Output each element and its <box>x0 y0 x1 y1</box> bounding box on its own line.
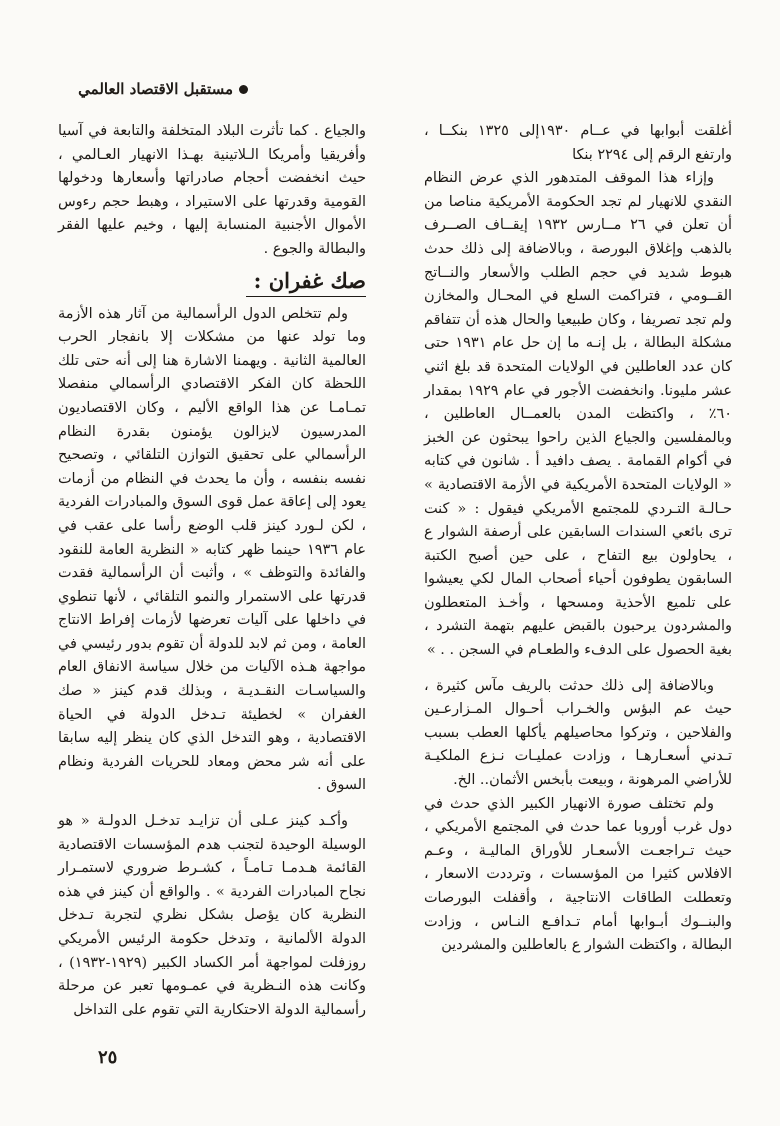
paragraph: ولم تختلف صورة الانهيار الكبير الذي حدث في دول غرب أوروبا عما حدث في المجتمع الأمريكي ، حيث تـراجعـت الأسعـار للأوراق الماليـة ، وعـم الافلاس كثيرا من المؤسسات ، وترددت الاسعار ، وتعطلت الطاقات الانتاجية ، وأقفلت البورصات والبنــوك أبـوابها أمام تـدافـع النـاس ، وزادت البطالة ، واكتظت الشوار ع بالعاطلين والمشردين <box>424 795 732 954</box>
left-column <box>58 120 366 1022</box>
paragraph-gap <box>58 798 366 810</box>
paragraph: وأكـد كينز عـلى أن تزايـد تدخـل الدولـة « هو الوسيلة الوحيدة لتجنب هدم المؤسسات الاقتصادية القائمة هـدمـا تـامـاً ، كشـرط ضروري لاستمـرار نجاح المبادرات الفردية » . والواقع أن كينز في هذه النظرية كان يؤصل بشكل نظري لتجربة تـدخل الدولة الألمانية ، وتدخل حكومة الرئيس الأمريكي روزفلت لمواجهة أمر الكساد الكبير (١٩٢٩-١٩٣٢) ، وكانت هذه النـظرية في عمـومها تعبر عن مرحلة رأسمالية الدولة الاحتكارية التي تقوم على التداخل <box>58 813 366 1018</box>
paragraph: والجياع . كما تأثرت البلاد المتخلفة والتابعة في آسيا وأفريقيا وأمريكا الـلاتينية بهـذا الانهيار العـالمي ، حيث انخفضت أحجام صادراتها وأسعارها ودخولها القومية وقدرتها على الاستيراد ، وهبط حجم رءوس الأموال الأجنبية المنسابة إليها ، وخيم عليها الفقر والبطالة والجوع . <box>58 123 366 257</box>
right-column <box>424 120 732 958</box>
page-number: ٢٥ <box>98 1047 118 1068</box>
bullet-icon <box>239 85 248 94</box>
paragraph-gap <box>424 663 732 675</box>
paragraph: وإزاء هذا الموقف المتدهور الذي عرض النظام النقدي للانهيار لم تجد الحكومة الأمريكية مناصا من أن تعلن في ٢٦ مــارس ١٩٣٢ إيقــاف الصــرف بالذهب وإغلاق البورصة ، وبالاضافة إلى ذلك حدث هبوط شديد في حجم الطلب والأسعار والنــاتج القــومي ، فتراكمت السلع في المحـال والمخازن ولم تجد تصريفا ، وكان طبيعيا والحال هذه أن تتفاقم مشكلة البطالة ، بل إنـه ما إن حل عام ١٩٣١ حتى كان عدد العاطلين في الولايات المتحدة قد بلغ اثني عشر مليونا. وانخفضت الأجور في عام ١٩٢٩ بمقدار ٦٠٪ ، واكتظت المدن بالعمــال العاطلين ، وبالمفلسين والجياع الذين راحوا يبحثون عن الخبز في أكوام القمامة . يصف دافيد أ . شانون في كتابه « الولايات المتحدة الأمريكية في الأزمة الاقتصادية » حـالـة التـردي للمجتمع الأمريكي فيقول : « كنت ترى بائعي السندات السابقين على أرصفة الشوار ع ، يحاولون بيع التفاح ، على حين أصبح الكتبة السابقون يطوفون أحياء أصحاب المال لكي يعيشوا على تلميع الأحذية ومسحها ، وأخـذ المتعطلون والمشردون يرحبون بالقبض عليهم بتهمة التشرد ، بغية الحصول على الدفء والطعـام في السجن . . » <box>424 170 732 659</box>
header-title: مستقبل الاقتصاد العالمي <box>78 80 233 98</box>
paragraph: أغلقت أبوابها في عــام ١٩٣٠إلى ١٣٢٥ بنكــا ، وارتفع الرقم إلى ٢٢٩٤ بنكا <box>424 123 733 163</box>
running-header <box>38 80 248 98</box>
paragraph: وبالاضافة إلى ذلك حدثت بالريف مآس كثيرة ، حيث عم البؤس والخـراب أحـوال المـزارعـين والفلاحين ، وتركوا محاصيلهم يأكلها العطب بسبب تـدني أسعـارهـا ، وزادت عمليـات نـزع الملكيـة للأراضي المرهونة ، وبيعت بأبخس الأثمان.. الخ. <box>424 677 732 789</box>
section-subheading: صك غفران : <box>246 266 366 297</box>
paragraph: ولم تتخلص الدول الرأسمالية من آثار هذه الأزمة وما تولد عنها من مشكلات إلا بانفجار الحرب العالمية الثانية . ويهمنا الاشارة هنا إلى أنه حتى تلك اللحظة كان الفكر الاقتصادي الرأسمالي منفصلا تمـامـا عن هذا الواقع الأليم ، وكان الاقتصاديون المدرسيون لايزالون يؤمنون بقدرة النظام الرأسمالي على تحقيق التوازن التلقائي ، وتصحيح نفسه بنفسه ، وأن ما يحدث في النظام من أزمات يعود إلى إعاقة عمل قوى السوق والمبادرات الفردية ، لكن لـورد كينز قلب الوضع رأسا على عقب في عام ١٩٣٦ حينما ظهر كتابه « النظرية العامة للنقود والفائدة والتوظف » ، وأثبت أن الرأسمالية فقدت قدرتها على الاستمرار والنمو التلقائي ، لأنها تنطوي في داخلها على آليات تعرضها لأزمات إفراط الانتاج العامة ، ومن ثم لابد للدولة أن تقوم بدور رئيسي في مواجهة هـذه الآليات من خلال سياسة الانفاق العام والسياسـات النقـديـة ، وبذلك قدم كينز « صك الغفران » لخطيئة تـدخل الدولة في الحياة الاقتصادية ، وهو التدخل الذي كان ينظر إليه سابقا على أنه شر محض ومعاد للحريات الفردية ونظام السوق . <box>58 305 366 794</box>
